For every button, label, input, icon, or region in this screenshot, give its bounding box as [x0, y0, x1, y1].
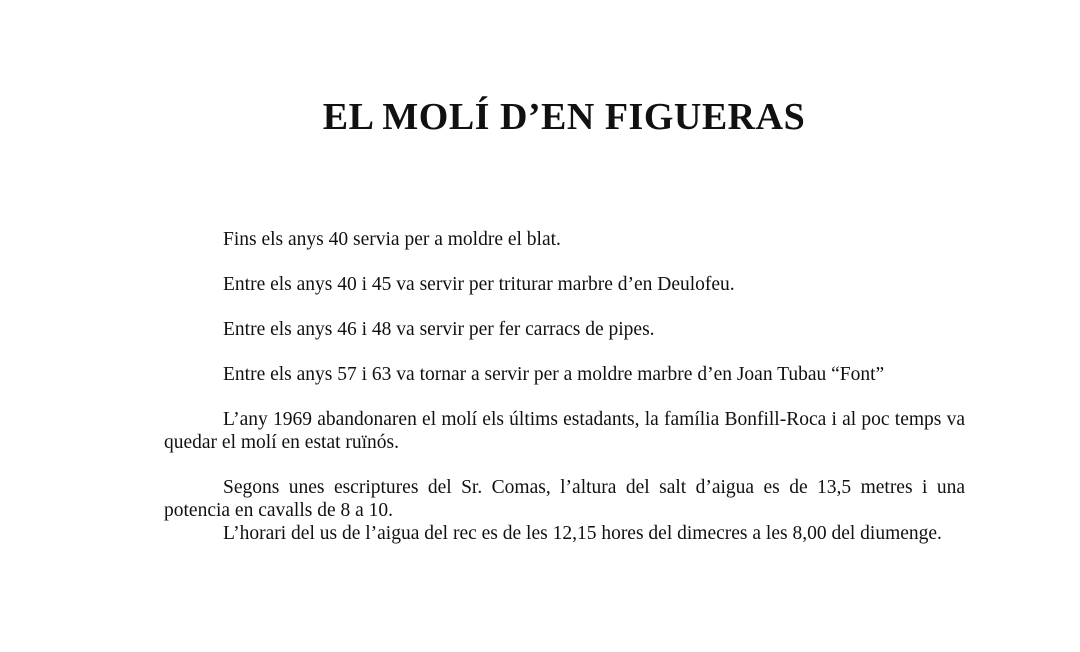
document-body [164, 228, 965, 545]
paragraph-5: L’any 1969 abandonaren el molí els últims estadants, la família Bonfill-Roca i al poc temps va quedar el molí en estat ruïnós. [164, 409, 965, 453]
paragraph-6: Segons unes escriptures del Sr. Comas, l’altura del salt d’aigua es de 13,5 metres i una potencia en cavalls de 8 a 10. [164, 477, 965, 521]
paragraph-2: Entre els anys 40 i 45 va servir per triturar marbre d’en Deulofeu. [223, 274, 735, 295]
paragraph-1: Fins els anys 40 servia per a moldre el blat. [223, 229, 561, 250]
paragraph-7: L’horari del us de l’aigua del rec es de les 12,15 hores del dimecres a les 8,00 del diumenge. [223, 523, 942, 544]
paragraph-4: Entre els anys 57 i 63 va tornar a servir per a moldre marbre d’en Joan Tubau “Font” [223, 364, 885, 385]
paragraph-3: Entre els anys 46 i 48 va servir per fer carracs de pipes. [223, 319, 655, 340]
page-title: EL MOLÍ D’EN FIGUERAS [322, 96, 806, 138]
